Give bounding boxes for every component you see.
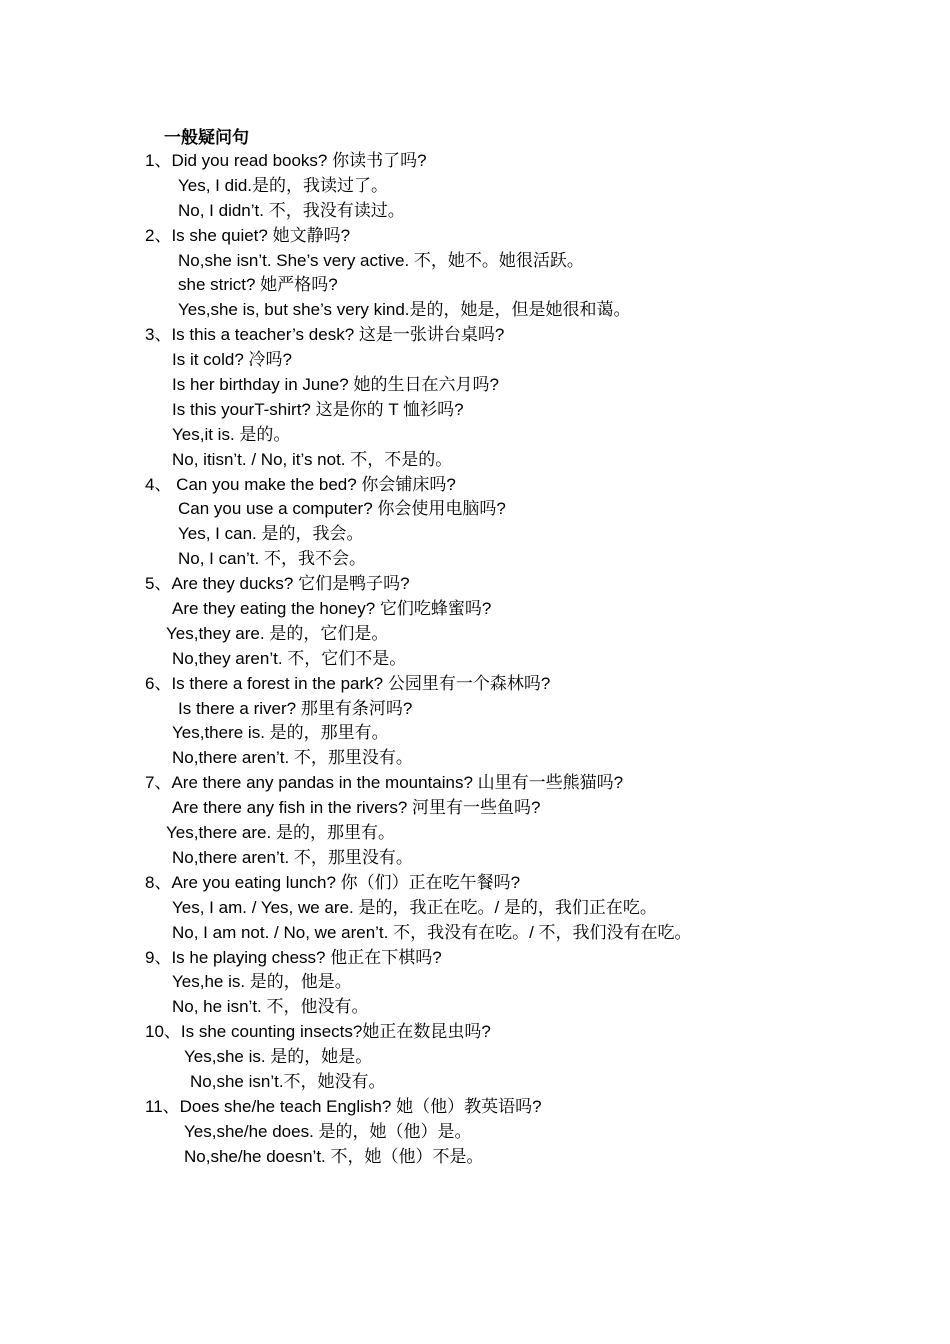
question-line xyxy=(0,871,950,896)
line-text: 11、Does she/he teach English? 她（他）教英语吗? xyxy=(145,1096,542,1116)
line-text: No,she isn’t. She’s very active. 不，她不。她很活跃。 xyxy=(178,250,584,270)
line-text: 6、Is there a forest in the park? 公园里有一个森林吗? xyxy=(145,673,551,693)
line-text: Is her birthday in June? 她的生日在六月吗? xyxy=(172,375,499,395)
line-text: 9、Is he playing chess? 他正在下棋吗? xyxy=(145,947,442,967)
line-text: Yes, I am. / Yes, we are. 是的，我正在吃。/ 是的，我们正在吃。 xyxy=(172,897,657,917)
answer-line xyxy=(0,1045,950,1070)
line-text: Yes,there is. 是的，那里有。 xyxy=(172,723,389,743)
answer-line xyxy=(0,1145,950,1170)
question-line xyxy=(0,796,950,821)
answer-line xyxy=(0,522,950,547)
answer-line xyxy=(0,423,950,448)
answer-line xyxy=(0,896,950,921)
line-text: 10、Is she counting insects?她正在数昆虫吗? xyxy=(145,1022,491,1042)
line-text: she strict? 她严格吗? xyxy=(178,275,338,295)
question-line xyxy=(0,273,950,298)
question-line xyxy=(0,473,950,498)
line-text: 1、Did you read books? 你读书了吗? xyxy=(145,151,427,170)
line-text: No,they aren’t. 不，它们不是。 xyxy=(172,648,407,668)
question-line xyxy=(0,1020,950,1045)
line-text: Yes,she/he does. 是的，她（他）是。 xyxy=(184,1121,472,1141)
line-text: No,there aren’t. 不，那里没有。 xyxy=(172,748,413,768)
line-text: No,she/he doesn’t. 不，她（他）不是。 xyxy=(184,1146,484,1166)
line-text: Is there a river? 那里有条河吗? xyxy=(178,698,413,718)
question-line xyxy=(0,373,950,398)
answer-line xyxy=(0,970,950,995)
line-text: Yes,there are. 是的，那里有。 xyxy=(166,823,395,843)
line-text: Yes, I did.是的，我读过了。 xyxy=(178,175,389,195)
line-text: Are they eating the honey? 它们吃蜂蜜吗? xyxy=(172,599,492,619)
line-text: 4、 Can you make the bed? 你会铺床吗? xyxy=(145,474,456,494)
answer-line xyxy=(0,746,950,771)
question-line xyxy=(0,398,950,423)
line-text: Yes,it is. 是的。 xyxy=(172,424,291,444)
answer-line xyxy=(0,821,950,846)
line-text: 8、Are you eating lunch? 你（们）正在吃午餐吗? xyxy=(145,872,521,892)
answer-line xyxy=(0,622,950,647)
question-line xyxy=(0,946,950,971)
question-list xyxy=(0,149,950,1170)
document-title: 一般疑问句 xyxy=(164,128,249,147)
line-text: Yes, I can. 是的，我会。 xyxy=(178,524,364,544)
question-line xyxy=(0,597,950,622)
line-text: 2、Is she quiet? 她文静吗? xyxy=(145,225,351,245)
question-line xyxy=(0,771,950,796)
question-line xyxy=(0,348,950,373)
question-line xyxy=(0,224,950,249)
question-line xyxy=(0,149,950,174)
line-text: No, he isn’t. 不，他没有。 xyxy=(172,997,369,1017)
line-text: Are there any fish in the rivers? 河里有一些鱼吗? xyxy=(172,798,541,818)
answer-line xyxy=(0,547,950,572)
answer-line xyxy=(0,846,950,871)
answer-line xyxy=(0,1070,950,1095)
line-text: No, I am not. / No, we aren’t. 不，我没有在吃。/ 不，我们没有在吃。 xyxy=(172,922,692,942)
question-line xyxy=(0,697,950,722)
answer-line xyxy=(0,199,950,224)
line-text: No,there aren’t. 不，那里没有。 xyxy=(172,847,413,867)
answer-line xyxy=(0,174,950,199)
line-text: No, I can’t. 不，我不会。 xyxy=(178,549,366,569)
answer-line xyxy=(0,721,950,746)
line-text: Can you use a computer? 你会使用电脑吗? xyxy=(178,499,506,519)
line-text: Is this yourT-shirt? 这是你的 T 恤衫吗? xyxy=(172,399,464,419)
line-text: 3、Is this a teacher’s desk? 这是一张讲台桌吗? xyxy=(145,325,505,345)
answer-line xyxy=(0,647,950,672)
line-text: 5、Are they ducks? 它们是鸭子吗? xyxy=(145,574,410,594)
answer-line xyxy=(0,298,950,323)
line-text: Yes,she is, but she’s very kind.是的，她是，但是她很和蔼。 xyxy=(178,300,631,320)
line-text: Is it cold? 冷吗? xyxy=(172,350,292,370)
line-text: Yes,they are. 是的，它们是。 xyxy=(166,623,389,643)
answer-line xyxy=(0,448,950,473)
line-text: Yes,he is. 是的，他是。 xyxy=(172,972,352,992)
question-line xyxy=(0,672,950,697)
question-line xyxy=(0,497,950,522)
answer-line xyxy=(0,249,950,274)
question-line xyxy=(0,323,950,348)
question-line xyxy=(0,1095,950,1120)
answer-line xyxy=(0,921,950,946)
answer-line xyxy=(0,995,950,1020)
question-line xyxy=(0,572,950,597)
answer-line xyxy=(0,1120,950,1145)
line-text: Yes,she is. 是的，她是。 xyxy=(184,1047,373,1067)
line-text: No, I didn’t. 不，我没有读过。 xyxy=(178,200,405,220)
line-text: No, itisn’t. / No, it’s not. 不，不是的。 xyxy=(172,449,453,469)
line-text: 7、Are there any pandas in the mountains? 山里有一些熊猫吗? xyxy=(145,773,624,793)
line-text: No,she isn’t.不，她没有。 xyxy=(190,1071,386,1091)
